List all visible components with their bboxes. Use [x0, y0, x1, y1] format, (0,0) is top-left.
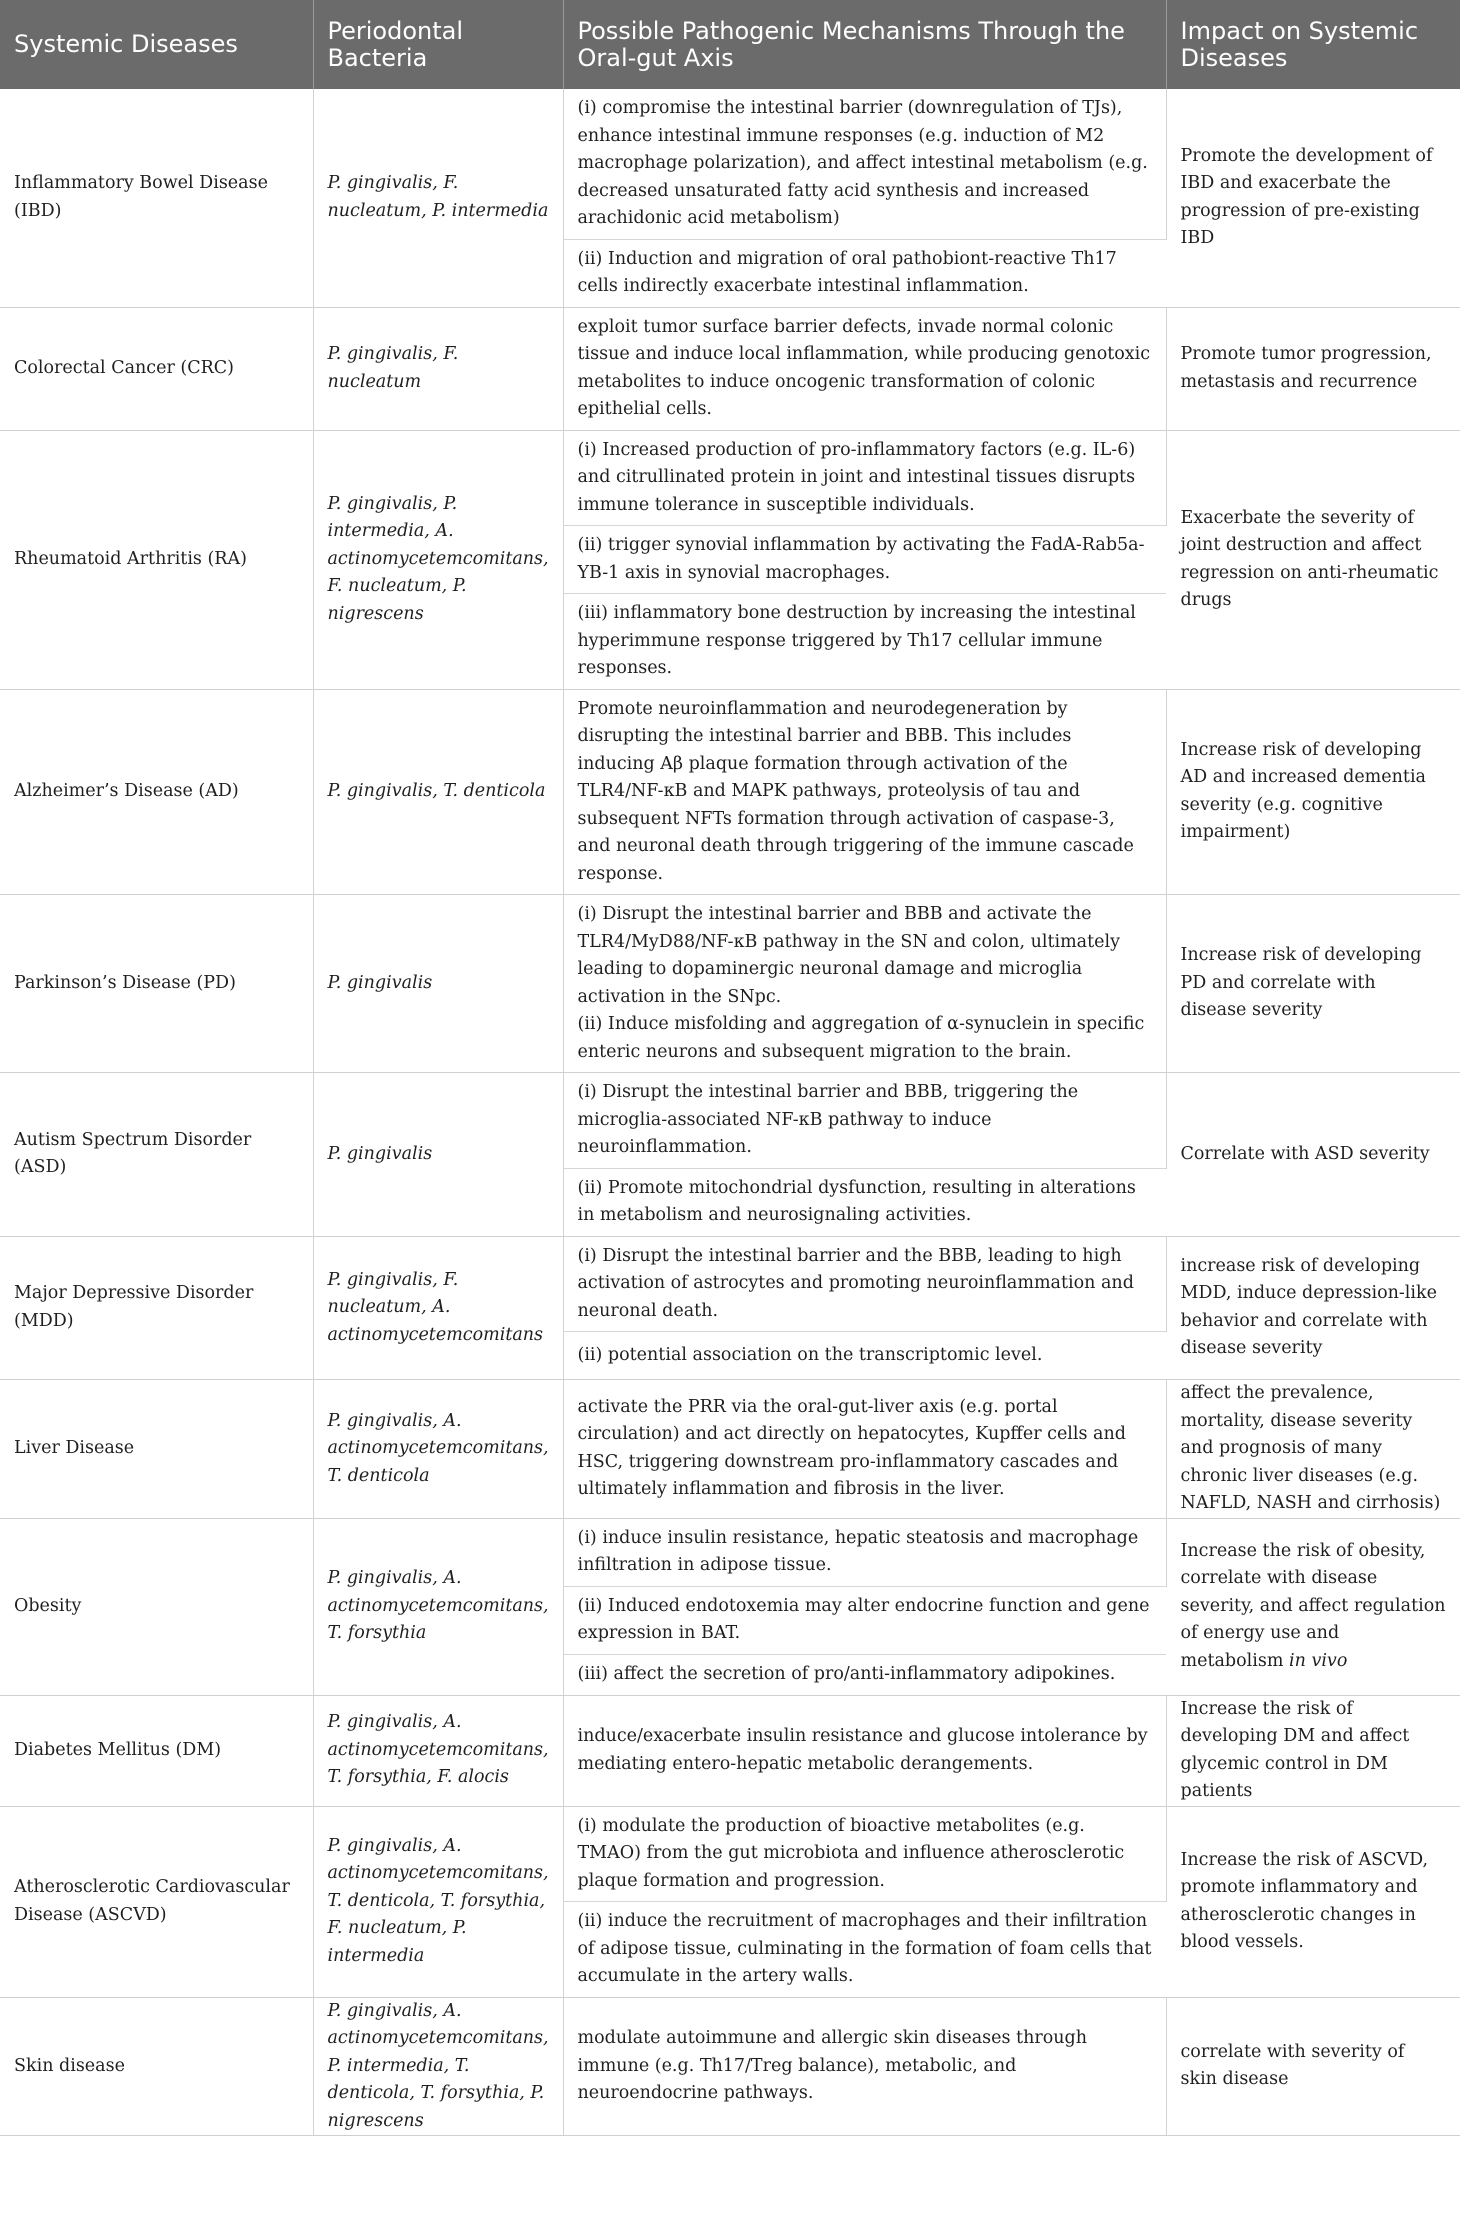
- cell-mechanism: [563, 1518, 1166, 1586]
- table-row: [0, 1073, 1460, 1237]
- cell-disease: Major Depressive Disorder (MDD): [0, 1236, 313, 1380]
- cell-bacteria: P. gingivalis: [313, 895, 563, 1073]
- table-row: [0, 1695, 1460, 1806]
- cell-mechanism: [563, 1586, 1166, 1654]
- cell-mechanism: [563, 1654, 1166, 1695]
- table-subrow: [0, 689, 1460, 895]
- cell-mechanism: [563, 430, 1166, 526]
- cell-impact: [1166, 1806, 1460, 1997]
- table-subrow: [0, 1695, 1460, 1806]
- cell-mechanism: [563, 1806, 1166, 1902]
- table-row: [0, 89, 1460, 307]
- cell-disease: Alzheimer’s Disease (AD): [0, 689, 313, 895]
- table-row: [0, 689, 1460, 895]
- cell-impact: [1166, 89, 1460, 307]
- cell-impact: [1166, 1073, 1460, 1237]
- cell-disease: Rheumatoid Arthritis (RA): [0, 430, 313, 689]
- mechanism-text: (i) Disrupt the intestinal barrier and BBB and activate the TLR4/MyD88/NF-κB pathway in the SN and colon, ultimately leading to dopaminergic neuronal damage and microglia activation in the SNpc.: [577, 904, 1120, 1007]
- mechanism-text: (i) Disrupt the intestinal barrier and the BBB, leading to high activation of astrocytes and promoting neuroinflammation and neuronal death.: [577, 1245, 1134, 1321]
- cell-disease: Atherosclerotic Cardiovascular Disease (ASCVD): [0, 1806, 313, 1997]
- mechanism-text: modulate autoimmune and allergic skin diseases through immune (e.g. Th17/Treg balance), metabolic, and neuroendocrine pathways.: [577, 2028, 1087, 2103]
- mechanism-text: (ii) Induction and migration of oral pathobiont-reactive Th17 cells indirectly exacerbate intestinal inflammation.: [577, 248, 1117, 296]
- mechanism-text: (iii) affect the secretion of pro/anti-inflammatory adipokines.: [577, 1663, 1116, 1684]
- cell-bacteria: P. gingivalis, A. actinomycetemcomitans, T. forsythia, F. alocis: [313, 1695, 563, 1806]
- impact-text: correlate with severity of skin disease: [1180, 2041, 1405, 2090]
- mechanism-text: (ii) Promote mitochondrial dysfunction, resulting in alterations in metabolism and neurosignaling activities.: [577, 1177, 1136, 1225]
- cell-mechanism: [563, 89, 1166, 239]
- cell-bacteria: P. gingivalis, T. denticola: [313, 689, 563, 895]
- table-subrow: [0, 307, 1460, 430]
- cell-disease: Liver Disease: [0, 1380, 313, 1519]
- impact-text: Increase the risk of developing DM and affect glycemic control in DM patients: [1180, 1698, 1410, 1801]
- cell-impact: [1166, 895, 1460, 1073]
- cell-bacteria: P. gingivalis, A. actinomycetemcomitans, P. intermedia, T. denticola, T. forsythia, P. nigrescens: [313, 1997, 563, 2136]
- table-row: [0, 307, 1460, 430]
- table-row: [0, 895, 1460, 1073]
- cell-bacteria: P. gingivalis, A. actinomycetemcomitans, T. forsythia: [313, 1518, 563, 1695]
- impact-text: affect the prevalence, mortality, disease severity and prognosis of many chronic liver diseases (e.g. NAFLD, NASH and cirrhosis): [1180, 1383, 1441, 1513]
- impact-emphasis: in vivo: [1289, 1650, 1348, 1671]
- table-subrow: [0, 895, 1460, 1073]
- mechanism-text: (i) compromise the intestinal barrier (downregulation of TJs), enhance intestinal immune responses (e.g. induction of M2 macrophage polarization), and affect intestinal metabolism (e.g. decreased unsaturated fatty acid synthesis and increased arachidonic acid metabolism): [577, 98, 1148, 228]
- table-subrow: [0, 89, 1460, 239]
- cell-bacteria: P. gingivalis, F. nucleatum: [313, 307, 563, 430]
- cell-mechanism: [563, 307, 1166, 430]
- cell-disease: Skin disease: [0, 1997, 313, 2136]
- cell-impact: [1166, 689, 1460, 895]
- mechanism-text: (ii) Induced endotoxemia may alter endocrine function and gene expression in BAT.: [577, 1595, 1150, 1643]
- table-row: [0, 1806, 1460, 1997]
- header-systemic-diseases: Systemic Diseases: [0, 0, 313, 89]
- mechanism-text: exploit tumor surface barrier defects, invade normal colonic tissue and induce local inflammation, while producing genotoxic metabolites to induce oncogenic transformation of colonic epithelial cells.: [577, 316, 1151, 419]
- impact-text: Exacerbate the severity of joint destruction and affect regression on anti-rheumatic drugs: [1180, 507, 1439, 610]
- cell-impact: [1166, 430, 1460, 689]
- table-row: [0, 1997, 1460, 2136]
- table-subrow: [0, 1518, 1460, 1586]
- impact-text: Promote the development of IBD and exacerbate the progression of pre-existing IBD: [1180, 145, 1433, 249]
- cell-disease: Diabetes Mellitus (DM): [0, 1695, 313, 1806]
- impact-text: increase risk of developing MDD, induce depression-like behavior and correlate with disease severity: [1180, 1255, 1437, 1359]
- table-row: [0, 1518, 1460, 1695]
- mechanism-text: (iii) inflammatory bone destruction by increasing the intestinal hyperimmune response triggered by Th17 cellular immune responses.: [577, 603, 1136, 678]
- table-row: [0, 430, 1460, 689]
- impact-text: Increase the risk of ASCVD, promote inflammatory and atherosclerotic changes in blood vessels.: [1180, 1849, 1429, 1952]
- cell-impact: [1166, 1518, 1460, 1695]
- cell-disease: Obesity: [0, 1518, 313, 1695]
- cell-mechanism: [563, 1380, 1166, 1519]
- impact-text: Increase risk of developing AD and increased dementia severity (e.g. cognitive impairment): [1180, 739, 1426, 843]
- mechanism-text: Promote neuroinflammation and neurodegeneration by disrupting the intestinal barrier and BBB. This includes inducing Aβ plaque formation through activation of the TLR4/NF-κB and MAPK pathways, proteolysis of tau and subsequent NFTs formation through activation of caspase-3, and neuronal death through triggering of the immune cascade response.: [577, 698, 1134, 884]
- cell-bacteria: P. gingivalis, A. actinomycetemcomitans, T. denticola, T. forsythia, F. nucleatum, P. intermedia: [313, 1806, 563, 1997]
- cell-mechanism: [563, 1902, 1166, 1998]
- header-periodontal-bacteria: Periodontal Bacteria: [313, 0, 563, 89]
- table-subrow: [0, 430, 1460, 526]
- table-subrow: [0, 1073, 1460, 1169]
- cell-mechanism: [563, 1695, 1166, 1806]
- cell-impact: [1166, 1695, 1460, 1806]
- cell-impact: [1166, 1236, 1460, 1380]
- cell-bacteria: P. gingivalis: [313, 1073, 563, 1237]
- cell-mechanism: [563, 594, 1166, 690]
- cell-bacteria: P. gingivalis, F. nucleatum, P. intermedia: [313, 89, 563, 307]
- table-row: [0, 1236, 1460, 1380]
- table-subrow: [0, 1806, 1460, 1902]
- cell-impact: [1166, 1380, 1460, 1519]
- cell-bacteria: P. gingivalis, P. intermedia, A. actinomycetemcomitans, F. nucleatum, P. nigrescens: [313, 430, 563, 689]
- mechanism-text: induce/exacerbate insulin resistance and glucose intolerance by mediating entero-hepatic metabolic derangements.: [577, 1726, 1148, 1774]
- impact-text: Increase risk of developing PD and correlate with disease severity: [1180, 945, 1422, 1021]
- mechanism-text: activate the PRR via the oral-gut-liver axis (e.g. portal circulation) and act directly on hepatocytes, Kupffer cells and HSC, triggering downstream pro-inflammatory cascades and ultimately inflammation and fibrosis in the liver.: [577, 1396, 1126, 1500]
- cell-disease: Colorectal Cancer (CRC): [0, 307, 313, 430]
- cell-mechanism: [563, 1073, 1166, 1169]
- cell-disease: Autism Spectrum Disorder (ASD): [0, 1073, 313, 1237]
- cell-mechanism: [563, 526, 1166, 594]
- cell-disease: Parkinson’s Disease (PD): [0, 895, 313, 1073]
- cell-mechanism: [563, 1236, 1166, 1332]
- mechanism-text: (ii) trigger synovial inflammation by activating the FadA-Rab5a-YB-1 axis in synovial macrophages.: [577, 535, 1145, 583]
- cell-mechanism: [563, 239, 1166, 307]
- table-header: [0, 0, 1460, 89]
- table-subrow: [0, 1236, 1460, 1332]
- table-subrow: [0, 1380, 1460, 1519]
- table-subrow: [0, 1997, 1460, 2136]
- impact-text: Promote tumor progression, metastasis and recurrence: [1180, 344, 1432, 392]
- cell-mechanism: [563, 1997, 1166, 2136]
- cell-disease: Inflammatory Bowel Disease (IBD): [0, 89, 313, 307]
- mechanism-text: (i) induce insulin resistance, hepatic steatosis and macrophage infiltration in adipose tissue.: [577, 1527, 1139, 1575]
- mechanism-text: (i) Increased production of pro-inflammatory factors (e.g. IL-6) and citrullinated protein in joint and intestinal tissues disrupts immune tolerance in susceptible individuals.: [577, 439, 1136, 515]
- cell-bacteria: P. gingivalis, A. actinomycetemcomitans, T. denticola: [313, 1380, 563, 1519]
- mechanism-text: (ii) Induce misfolding and aggregation of α-synuclein in specific enteric neurons and subsequent migration to the brain.: [577, 1014, 1145, 1062]
- cell-mechanism: [563, 1168, 1166, 1236]
- mechanism-text: (i) Disrupt the intestinal barrier and BBB, triggering the microglia-associated NF-κB pathway to induce neuroinflammation.: [577, 1082, 1079, 1157]
- mechanism-text: (i) modulate the production of bioactive metabolites (e.g. TMAO) from the gut microbiota and influence atherosclerotic plaque formation and progression.: [577, 1815, 1125, 1891]
- header-pathogenic-mechanisms: Possible Pathogenic Mechanisms Through the Oral-gut Axis: [563, 0, 1166, 89]
- impact-text: Correlate with ASD severity: [1180, 1143, 1430, 1164]
- header-row: [0, 0, 1460, 89]
- cell-mechanism: [563, 689, 1166, 895]
- impact-text: Increase the risk of obesity, correlate with disease severity, and affect regulation of energy use and metabolism: [1180, 1540, 1446, 1671]
- cell-mechanism: [563, 895, 1166, 1073]
- mechanism-text: (ii) potential association on the transcriptomic level.: [577, 1344, 1043, 1365]
- cell-impact: [1166, 1997, 1460, 2136]
- cell-bacteria: P. gingivalis, F. nucleatum, A. actinomycetemcomitans: [313, 1236, 563, 1380]
- cell-impact: [1166, 307, 1460, 430]
- table-row: [0, 1380, 1460, 1519]
- header-impact: Impact on Systemic Diseases: [1166, 0, 1460, 89]
- cell-mechanism: [563, 1332, 1166, 1380]
- mechanism-text: (ii) induce the recruitment of macrophages and their infiltration of adipose tissue, culminating in the formation of foam cells that accumulate in the artery walls.: [577, 1911, 1152, 1986]
